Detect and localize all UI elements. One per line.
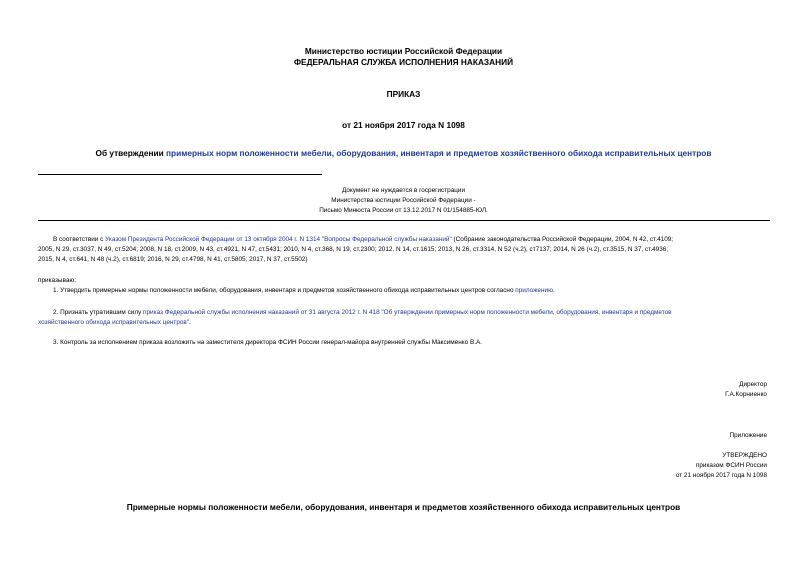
preamble-line-3: 2015, N 4, ст.641, N 48 (ч.2), ст.6819; 2016, N 29, ст.4798, N 41, ст.5805; 2017, N 37, ст.5502) bbox=[38, 256, 308, 263]
approved-by-order: приказом ФСИН России bbox=[695, 462, 767, 469]
signature-name: Г.А.Корниенко bbox=[725, 391, 767, 398]
item-2-prefix: 2. Признать утратившим силу bbox=[53, 309, 142, 316]
appendix-label: Приложение bbox=[729, 432, 767, 439]
item-1 bbox=[53, 286, 555, 296]
registration-line-2: Министерства юстиции Российской Федерации - bbox=[331, 197, 476, 204]
item-1-end: . bbox=[552, 287, 555, 294]
full-divider bbox=[38, 220, 770, 221]
repealed-order-link-cont[interactable]: хозяйственного обихода исправительных центров" bbox=[38, 319, 190, 326]
preamble-prefix: В соответствии с bbox=[53, 236, 106, 243]
repealed-order-link[interactable]: приказ Федеральной службы исполнения наказаний от 31 августа 2012 г. N 418 "Об утверждении примерных норм положенности мебели, оборудования, инвентаря и предметов bbox=[143, 309, 672, 316]
order-date-number: от 21 ноября 2017 года N 1098 bbox=[342, 120, 465, 130]
decree-link[interactable]: Указом Президента Российской Федерации от 13 октября 2004 г. N 1314 "Вопросы Федеральной службы наказаний" bbox=[105, 236, 452, 243]
item-2-line-1 bbox=[53, 308, 770, 318]
preamble-rest: (Собрание законодательства Российской Федерации, 2004, N 42, ст.4109; bbox=[451, 236, 674, 243]
service-name: ФЕДЕРАЛЬНАЯ СЛУЖБА ИСПОЛНЕНИЯ НАКАЗАНИЙ bbox=[293, 57, 514, 67]
approved-label: УТВЕРЖДЕНО bbox=[722, 452, 767, 459]
item-3: 3. Контроль за исполнением приказа возложить на заместителя директора ФСИН России генерал-майора внутренней службы Максименко В.А. bbox=[53, 339, 483, 346]
item-1-text: 1. Утвердить примерные нормы положенности мебели, оборудования, инвентаря и предметов хозяйственного обихода исправительных центров согласно bbox=[53, 287, 516, 294]
document-title bbox=[0, 148, 807, 158]
title-prefix: Об утверждении bbox=[95, 148, 167, 158]
registration-line-1: Документ не нуждается в госрегистрации bbox=[341, 187, 466, 194]
approved-date-number: от 21 ноября 2017 года N 1098 bbox=[675, 472, 767, 479]
ministry-name: Министерство юстиции Российской Федерации bbox=[304, 46, 503, 56]
registration-line-3: Письмо Минюста России от 13.12.2017 N 01/154885-ЮЛ. bbox=[319, 207, 488, 214]
short-divider bbox=[38, 174, 322, 175]
doc-type: ПРИКАЗ bbox=[386, 89, 421, 99]
item-2-end: . bbox=[189, 319, 191, 326]
item-2-line-2 bbox=[38, 318, 191, 328]
order-word: приказываю: bbox=[38, 277, 76, 284]
preamble-line-2: 2005, N 29, ст.3037, N 49, ст.5204; 2008, N 18, ст.2009, N 43, ст.4921, N 47, ст.5431; 2010, N 4, ст.368, N 19, ст.2300; 2012, N 14, ст.1615; 2013, N 26, ст.3314, N 52 (ч.2), ст7137; 2014, N 26 (ч.2), ст.3515, N 37, ст.4936; bbox=[38, 246, 669, 253]
title-link[interactable]: примерных норм положенности мебели, оборудования, инвентаря и предметов хозяйственного обихода исправительных центров bbox=[166, 148, 712, 158]
appendix-link[interactable]: приложению bbox=[515, 287, 553, 294]
signature-position: Директор bbox=[739, 381, 767, 388]
preamble-line-1 bbox=[38, 235, 770, 245]
appendix-title: Примерные нормы положенности мебели, оборудования, инвентаря и предметов хозяйственного обихода исправительных центров bbox=[126, 502, 681, 512]
